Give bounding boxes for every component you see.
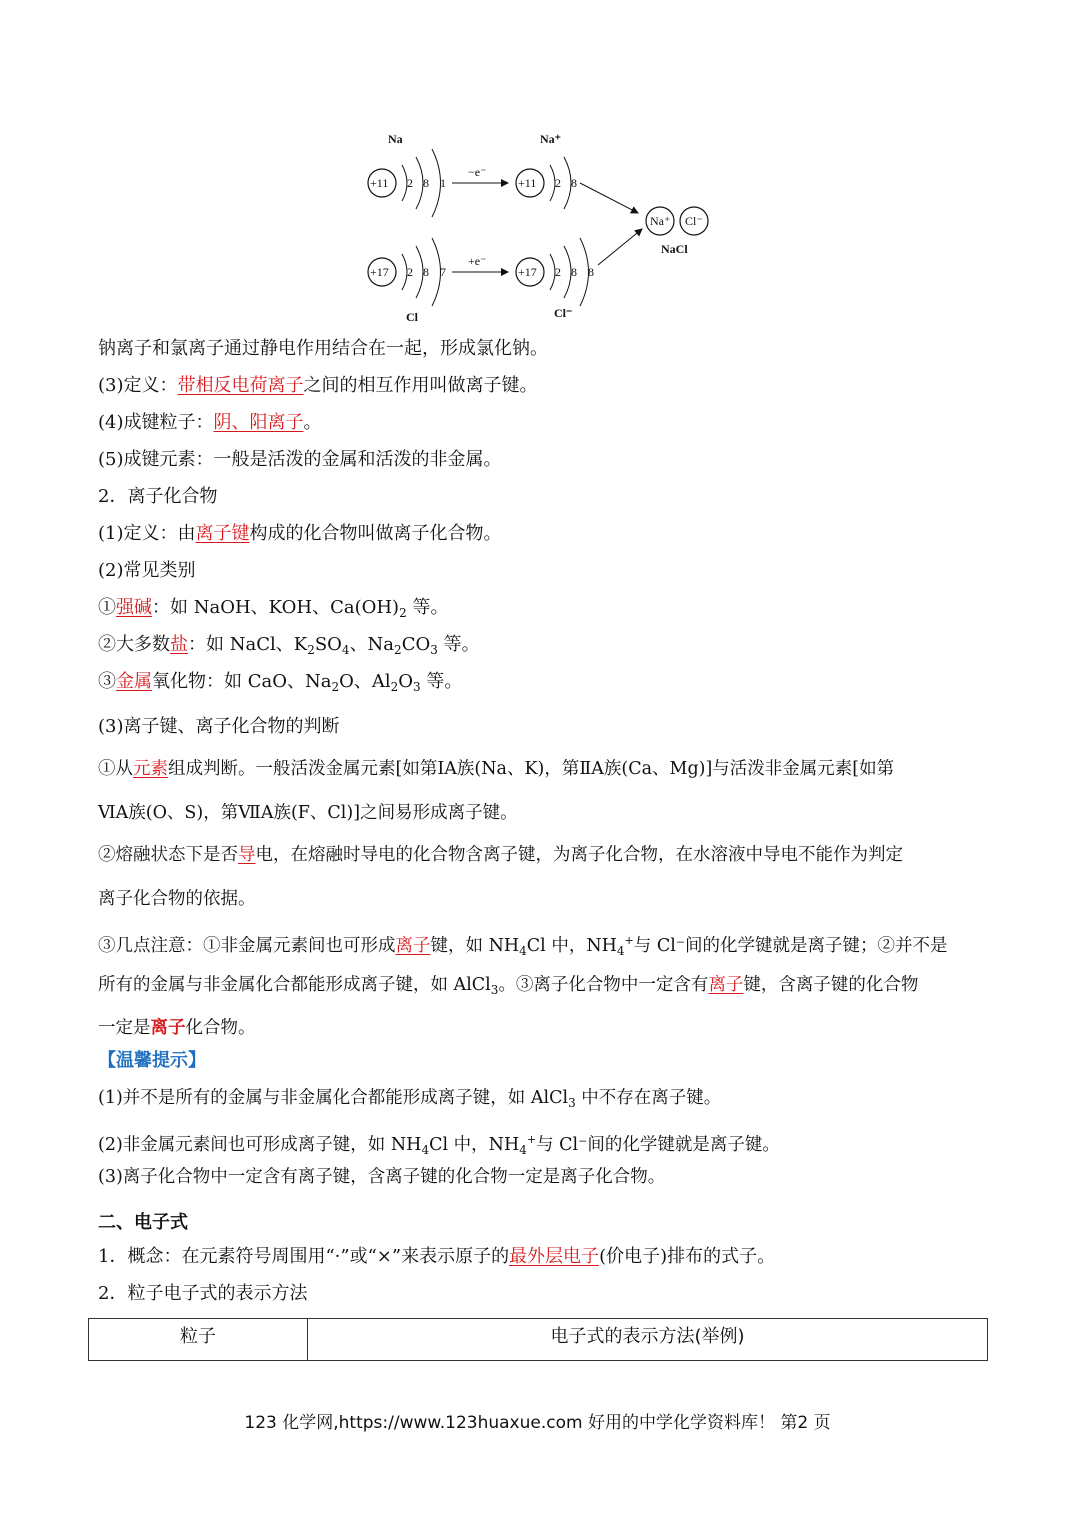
cl-ion-shell-arc-2 — [564, 246, 571, 298]
table-header-row — [89, 1319, 988, 1361]
type-salt: ②大多数盐：如 NaCl、$K_2SO_4$、$Na_2CO_3$ 等。 — [98, 634, 480, 657]
na-ion-shell-2: 8 — [571, 176, 577, 190]
cl-shell-2: 8 — [423, 265, 429, 279]
na-shell-2: 8 — [423, 176, 429, 190]
notes-line-2: 所有的金属与非金属化合都能形成离子键，如 AlCl$_3$。③离子化合物中一定含有离子键，含离子键的化合物 — [98, 975, 919, 997]
nacl-formation-diagram — [350, 125, 730, 330]
arrow-gain-label: +e⁻ — [468, 254, 487, 268]
nacl-label: NaCl — [661, 242, 688, 256]
notes-line-3: 一定是离子化合物。 — [98, 1018, 256, 1038]
cl-shell-arc-2 — [416, 246, 423, 298]
na-nucleus: +11 — [370, 176, 389, 190]
ionic-compound-definition: (1)定义：由离子键构成的化合物叫做离子化合物。 — [98, 523, 502, 544]
na-shell-1: 2 — [407, 176, 413, 190]
page-footer: 123 化学网,https://www.123huaxue.com 好用的中学化学资料库！ 第2 页 — [244, 1413, 831, 1433]
type-strong-base: ①强碱：如 NaOH、KOH、$Ca(OH)_2$ 等。 — [98, 597, 449, 620]
tip-1: (1)并不是所有的金属与非金属化合都能形成离子键，如 AlCl$_3$ 中不存在离子键。 — [98, 1088, 722, 1110]
electron-formula-table — [88, 1318, 988, 1361]
na-ion-nucleus: +11 — [518, 176, 537, 190]
notes-line-1: ③几点注意：①非金属元素间也可形成离子键，如 $NH_4Cl$ 中，$NH_4^+$与 Cl⁻间的化学键就是离子键；②并不是 — [98, 934, 948, 958]
answer-anion-cation: 阴、阳离子 — [213, 412, 304, 433]
judgment-rule-2-cont: 离子化合物的依据。 — [98, 889, 256, 909]
cl-ion-label: Cl⁻ — [554, 306, 573, 320]
bonding-elements-line: (5)成键元素：一般是活泼的金属和活泼的非金属。 — [98, 449, 502, 470]
judgment-rule-2: ②熔融状态下是否导电，在熔融时导电的化合物含离子键，为离子化合物，在水溶液中导电不能作为判定 — [98, 845, 903, 865]
definition-line: (3)定义：带相反电荷离子之间的相互作用叫做离子键。 — [98, 375, 538, 396]
cl-shell-3: 7 — [440, 265, 446, 279]
paragraph-nacl-formation: 钠离子和氯离子通过静电作用结合在一起，形成氯化钠。 — [98, 338, 548, 359]
table-header-particle: 粒子 — [89, 1319, 308, 1361]
representation-heading: 2．粒子电子式的表示方法 — [98, 1283, 308, 1304]
answer-opposite-charge-ions: 带相反电荷离子 — [177, 375, 304, 396]
cl-label: Cl — [406, 310, 418, 324]
arrow-lose-label: −e⁻ — [468, 165, 487, 179]
judgment-rule-1: ①从元素组成判断。一般活泼金属元素[如第ⅠA族(Na、K)，第ⅡA族(Ca、Mg)]与活泼非金属元素[如第 — [98, 759, 895, 779]
answer-ionic-bond: 离子键 — [195, 523, 250, 544]
judgment-rule-1-cont: ⅥA族(O、S)，第ⅦA族(F、Cl)]之间易形成离子键。 — [98, 803, 518, 823]
na-ion-shell-arc-2 — [564, 157, 571, 209]
cl-ion-shell-2: 8 — [571, 265, 577, 279]
na-shell-arc-2 — [416, 157, 423, 209]
type-metal-oxide: ③金属氧化物：如 CaO、$Na_2O$、$Al_2O_3$ 等。 — [98, 671, 463, 694]
na-label: Na — [388, 132, 403, 146]
cl-shell-1: 2 — [407, 265, 413, 279]
cl-ion-nucleus: +17 — [518, 265, 537, 279]
arrow-cl-to-nacl — [598, 229, 642, 265]
na-ion-label: Na⁺ — [540, 132, 561, 146]
concept-line: 1．概念：在元素符号周围用“·”或“×”来表示原子的最外层电子(价电子)排布的式子。 — [98, 1246, 776, 1267]
judgment-heading: (3)离子键、离子化合物的判断 — [98, 716, 340, 737]
cl-nucleus: +17 — [370, 265, 389, 279]
bonding-particles-line: (4)成键粒子：阴、阳离子。 — [98, 412, 322, 433]
section-heading-ionic-compound: 2．离子化合物 — [98, 486, 218, 507]
nacl-cl: Cl⁻ — [685, 214, 703, 228]
arrow-na-to-nacl — [580, 183, 638, 213]
common-types-heading: (2)常见类别 — [98, 560, 196, 581]
answer-outermost-electrons: 最外层电子 — [509, 1246, 600, 1267]
section-heading-electron-formula: 二、电子式 — [98, 1212, 188, 1233]
table-header-method: 电子式的表示方法(举例) — [308, 1319, 988, 1361]
tip-title: 【温馨提示】 — [98, 1050, 206, 1071]
na-ion-shell-1: 2 — [555, 176, 561, 190]
tip-2: (2)非金属元素间也可形成离子键，如 $NH_4Cl$ 中，$NH_4^+$与 Cl⁻间的化学键就是离子键。 — [98, 1133, 780, 1157]
cl-ion-shell-3: 8 — [588, 265, 594, 279]
na-shell-3: 1 — [440, 176, 446, 190]
cl-ion-shell-1: 2 — [555, 265, 561, 279]
tip-3: (3)离子化合物中一定含有离子键，含离子键的化合物一定是离子化合物。 — [98, 1167, 666, 1187]
nacl-na: Na⁺ — [650, 214, 671, 228]
